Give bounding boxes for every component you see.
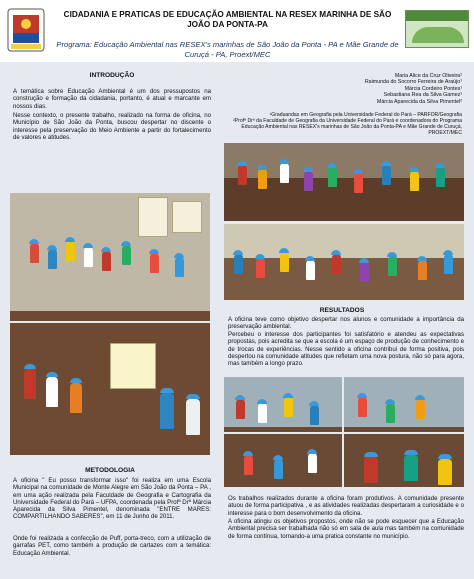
- poster-header: [0, 0, 474, 62]
- photo-workshop-2: [224, 224, 464, 300]
- author-name: Márcia Cordeiro Pontes¹: [404, 85, 462, 92]
- conclusao-paragraph-1: Os trabalhos realizados durante a oficina foram produtivos. A comunidade presente atuou de forma participativa , e as atividades realizadas despertaram a curiosidade e o interesse para o bom desenvolvimento da oficina.: [228, 495, 464, 517]
- poster-subtitle: Programa: Educação Ambiental nas RESEX's marinhas de São João da Ponta - PA e Mãe Grande de Curuçá - PA, Proext/MEC: [56, 40, 399, 59]
- photo-collage-left: [10, 193, 210, 455]
- introducao-paragraph-2: Nesse contexto, o presente trabalho, realizado na forma de oficina, no Município de São João da Ponta, buscou despertar no discente o interesse pela preservação do Meio Ambiente a partir do fortalecimento de valores e atitudes.: [13, 112, 211, 141]
- program-logo-icon: [405, 10, 469, 48]
- photo-collage-right: [224, 377, 464, 487]
- poster-title: CIDADANIA E PRATICAS DE EDUCAÇÃO AMBIENTAL NA RESEX MARINHA DE SÃO JOÃO DA PONTA-PA: [63, 10, 392, 29]
- conclusao-paragraph-2: A oficina atingiu os objetivos propostos, onde não se pode esquecer que a Educação Ambiental precisa ser trabalhada não só em sala de aula mas também na comunidade de forma contínua, tornando-a uma pratica constante no município.: [228, 518, 464, 540]
- metodologia-paragraph-2: Onde foi realizada a confecção de Puff, porta-treco, com a utilização de garrafas PET, como também a produção de cartazes com a temática: Educação Ambiental.: [13, 535, 211, 557]
- affiliation-1: ¹Graduandas em Geografia pela Universidade Federal do Pará – PARFOR/Geografia: [269, 112, 462, 118]
- author-name: Raimunda do Socorro Ferreira de Araújo¹: [364, 79, 462, 86]
- university-logo-icon: [5, 7, 47, 53]
- author-name: Márcia Aparecida da Silva Pimentel²: [376, 98, 462, 105]
- resultados-heading: RESULTADOS: [319, 307, 365, 314]
- author-name: Sebastiana Rea da Silva Gamez¹: [383, 92, 462, 99]
- metodologia-heading: METODOLOGIA: [85, 467, 135, 474]
- photo-workshop-1: [224, 143, 464, 221]
- author-list: [300, 73, 462, 105]
- resultados-paragraph-1: A oficina teve como objetivo despertar nos alunos e comunidade a importância da preservação ambiental.: [228, 316, 464, 331]
- resultados-paragraph-2: Percebeu o interesse dos participantes foi satisfatório e atendeu as expectativas propostas, pois acredita se que a escola é um espaço de produção de conhecimento e de trocas de experiências. Nesse sentido a oficina contribui de forma positiva, pois despertou na comunidade atitudes que refletam uma nova postura, não só para agora, mas também a longo prazo.: [228, 331, 464, 368]
- author-name: Maria Alice da Cruz Oliveira¹: [394, 73, 462, 79]
- introducao-heading: INTRODUÇÃO: [89, 72, 135, 79]
- metodologia-paragraph-1: A oficina " Eu posso transformar isso" foi realiza em uma Escola Municipal na comunidade de Monte Alegre em São João da Ponta – PA , em uma ação realizada pela Faculdade de Geografia e Cartografia da Universidade Federal do Pará – UFPA, coordenada pela Profª Drª Márcia Aparecida da Silva Pimentel, denominada "ENTRE MARES: COMPARTILHANDO SABERES", em 11 de Junho de 2011.: [13, 477, 211, 521]
- affiliation-2: ²Profª Drª da Faculdade de Geografia da Universidade Federal do Pará e coordenadora do Programa Educação Ambiental nas RESEX's marinhas de São João da Ponta-PA e Mãe Grande de Curuçá, PROEXT/MEC: [233, 118, 462, 137]
- introducao-paragraph-1: A temática sobre Educação Ambiental é um dos pressupostos na construção e formação da cidadania, portanto, é atual e marcante em nossos dias.: [13, 88, 211, 110]
